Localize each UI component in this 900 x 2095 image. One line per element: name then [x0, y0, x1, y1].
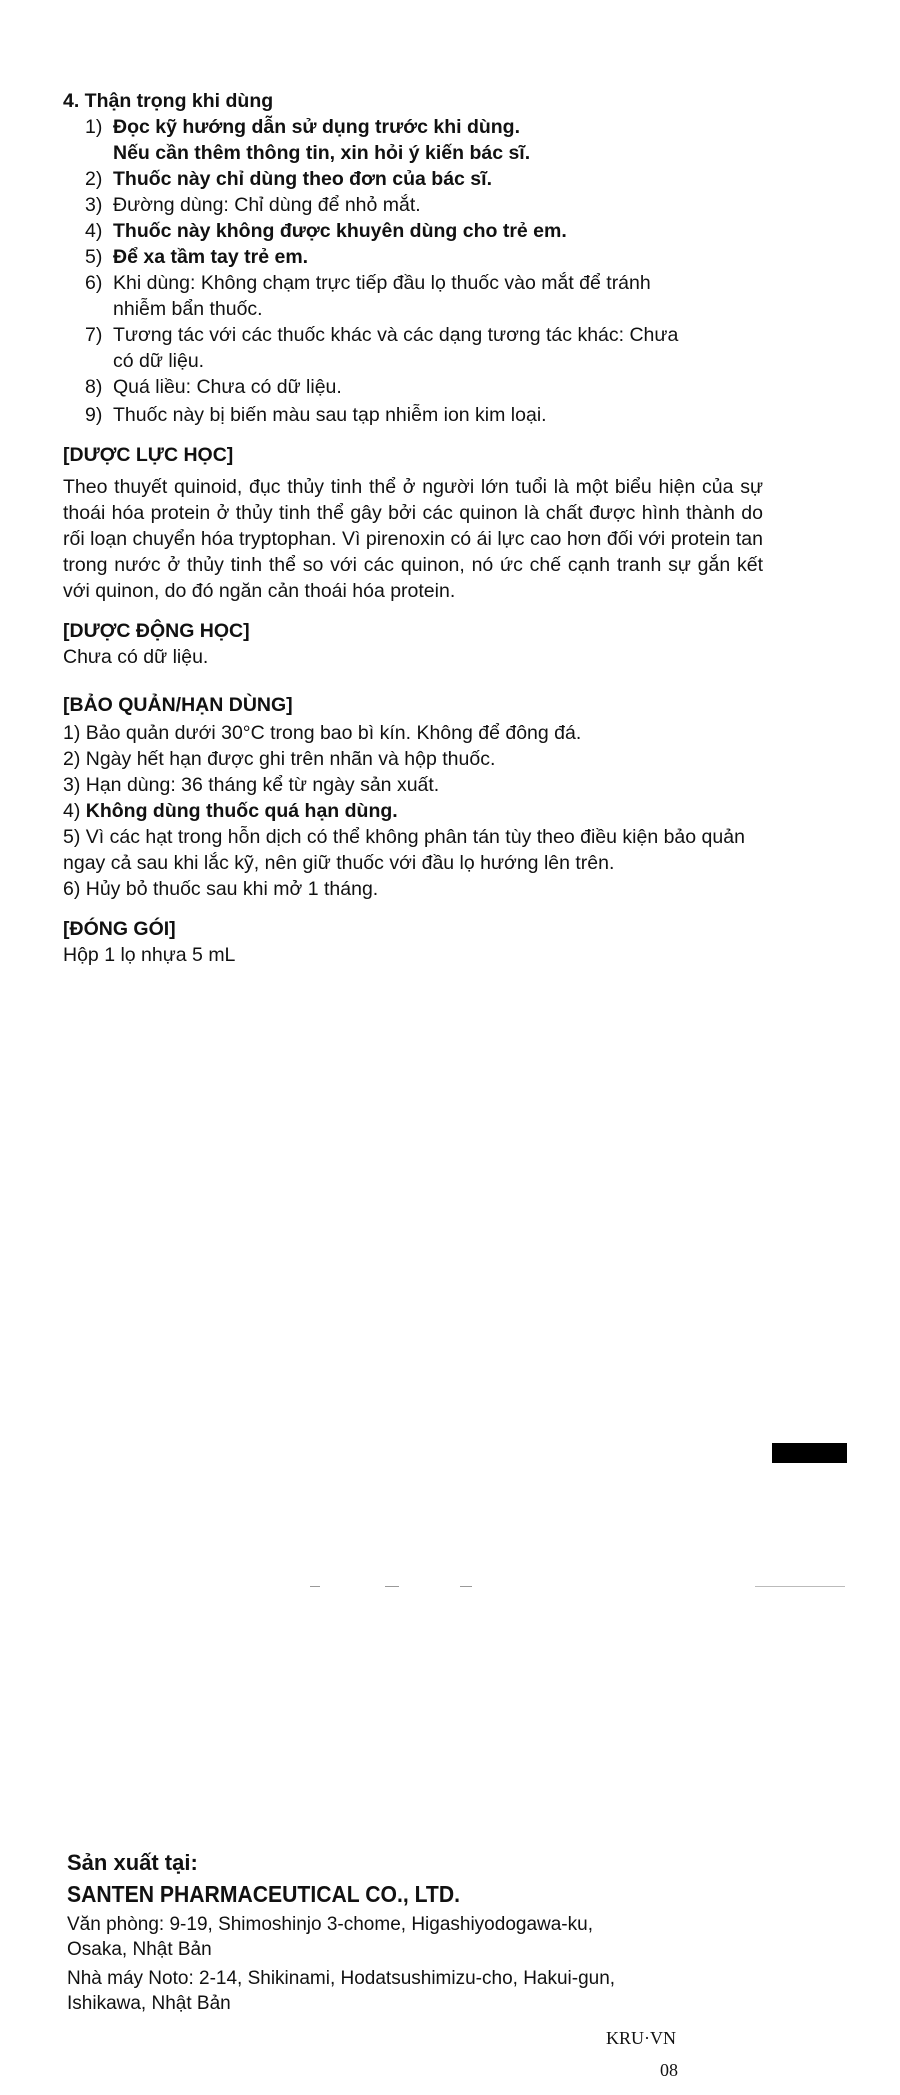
precaution-item-3 [85, 192, 763, 218]
storage-section [63, 692, 763, 902]
storage-item: 6) Hủy bỏ thuốc sau khi mở 1 tháng. [63, 878, 379, 900]
storage-title: [BẢO QUẢN/HẠN DÙNG] [63, 694, 293, 716]
item-line: Để xa tầm tay trẻ em. [113, 246, 309, 268]
item-line: Thuốc này bị biến màu sau tạp nhiễm ion kim loại. [113, 404, 547, 426]
item-number: 9) [85, 404, 103, 426]
precaution-item-1 [85, 114, 763, 166]
precaution-item-6 [85, 270, 763, 322]
precaution-item-2 [85, 166, 763, 192]
packaging-section [63, 916, 763, 968]
item-line: Khi dùng: Không chạm trực tiếp đầu lọ thuốc vào mắt để tránh [113, 272, 651, 294]
item-number: 8) [85, 376, 103, 398]
item-number: 3) [85, 194, 103, 216]
precautions-title: 4. Thận trọng khi dùng [63, 90, 274, 112]
precaution-item-7 [85, 322, 763, 374]
storage-item-text: Không dùng thuốc quá hạn dùng. [85, 800, 398, 822]
pharmacokinetics-text: Chưa có dữ liệu. [63, 646, 209, 668]
item-line: Đọc kỹ hướng dẫn sử dụng trước khi dùng. [113, 116, 521, 138]
item-number: 7) [85, 324, 103, 346]
storage-item: 5) Vì các hạt trong hỗn dịch có thể không phân tán tùy theo điều kiện bảo quản ngay cả sau khi lắc kỹ, nên giữ thuốc với đầu lọ hướng lên trên. [63, 826, 745, 874]
precaution-item-9 [85, 402, 763, 428]
page-number: 08 [660, 2060, 678, 2080]
item-number: 4) [85, 220, 103, 242]
item-line: Nếu cần thêm thông tin, xin hỏi ý kiến bác sĩ. [113, 142, 531, 164]
leaflet-code: KRU·VN [606, 2028, 676, 2048]
manufacturer-section [67, 1848, 767, 2016]
pharmacodynamics-text: Theo thuyết quinoid, đục thủy tinh thể ở người lớn tuổi là một biểu hiện của sự thoái hóa protein ở thủy tinh thể gây bởi các quinon là chất được hình thành do rối loạn chuyển hóa tryptophan. Vì pirenoxin có ái lực cao hơn đối với protein tan trong nước ở thủy tinh thể so với các quinon, nó ức chế cạnh tranh sự gắn kết với quinon, do đó ngăn cản thoái hóa protein. [63, 476, 763, 602]
item-line: nhiễm bẩn thuốc. [113, 298, 263, 320]
pharmacodynamics-title: [DƯỢC LỰC HỌC] [63, 444, 234, 466]
dash-mark [385, 1586, 399, 1587]
dash-mark [460, 1586, 472, 1587]
dash-mark [755, 1586, 845, 1587]
precaution-item-5 [85, 244, 763, 270]
item-line: Tương tác với các thuốc khác và các dạng tương tác khác: Chưa [113, 324, 679, 346]
office-address-line: Osaka, Nhật Bản [67, 1939, 212, 1960]
office-address [67, 1912, 767, 1962]
office-address-line: Văn phòng: 9-19, Shimoshinjo 3-chome, Higashiyodogawa-ku, [67, 1914, 593, 1935]
dash-mark [310, 1586, 320, 1587]
item-line: Quá liều: Chưa có dữ liệu. [113, 376, 342, 398]
packaging-text: Hộp 1 lọ nhựa 5 mL [63, 944, 236, 966]
item-number: 1) [85, 116, 103, 138]
precautions-section [63, 88, 763, 428]
item-line: Thuốc này không được khuyên dùng cho trẻ em. [113, 220, 567, 242]
manufacturer-company: SANTEN PHARMACEUTICAL CO., LTD. [67, 1881, 461, 1907]
precaution-item-4 [85, 218, 763, 244]
storage-item: 2) Ngày hết hạn được ghi trên nhãn và hộp thuốc. [63, 748, 496, 770]
storage-item-number: 4) [63, 800, 86, 822]
factory-address [67, 1966, 767, 2016]
leaflet-body [63, 88, 763, 968]
storage-item-4 [63, 798, 763, 824]
item-line: Thuốc này chỉ dùng theo đơn của bác sĩ. [113, 168, 492, 190]
pharmacokinetics-title: [DƯỢC ĐỘNG HỌC] [63, 620, 250, 642]
factory-address-line: Ishikawa, Nhật Bản [67, 1993, 231, 2014]
item-line: Đường dùng: Chỉ dùng để nhỏ mắt. [113, 194, 421, 216]
precaution-item-8 [85, 374, 763, 400]
registration-mark [772, 1443, 847, 1463]
item-number: 6) [85, 272, 103, 294]
packaging-title: [ĐÓNG GÓI] [63, 918, 176, 940]
storage-item: 3) Hạn dùng: 36 tháng kể từ ngày sản xuất. [63, 774, 440, 796]
manufacturer-label: Sản xuất tại: [67, 1850, 198, 1875]
pharmacodynamics-section [63, 442, 763, 604]
item-number: 5) [85, 246, 103, 268]
item-line: có dữ liệu. [113, 350, 205, 372]
pharmacokinetics-section [63, 618, 763, 670]
factory-address-line: Nhà máy Noto: 2-14, Shikinami, Hodatsushimizu-cho, Hakui-gun, [67, 1968, 616, 1989]
item-number: 2) [85, 168, 103, 190]
storage-item: 1) Bảo quản dưới 30°C trong bao bì kín. Không để đông đá. [63, 722, 582, 744]
